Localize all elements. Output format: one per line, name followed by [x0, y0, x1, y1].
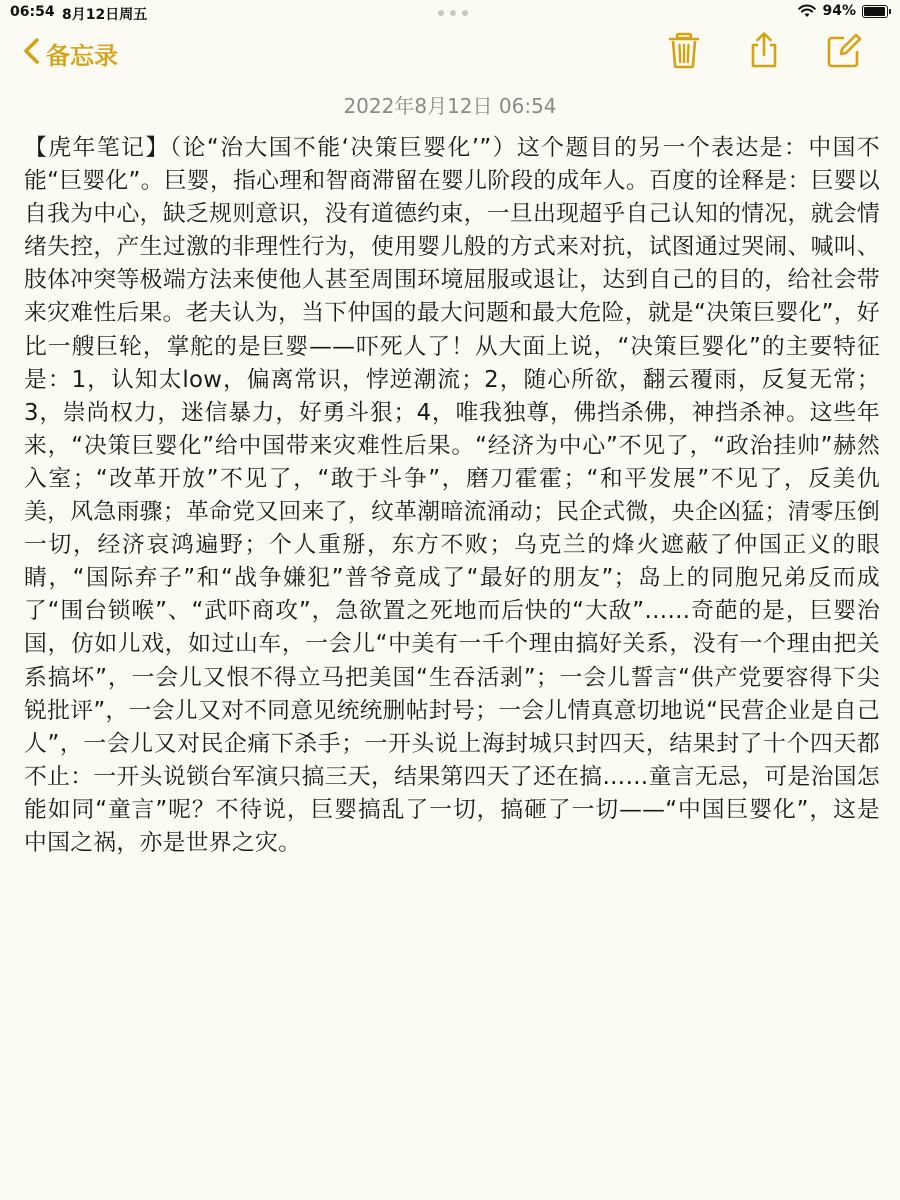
- back-button[interactable]: [22, 36, 118, 71]
- dot: [438, 10, 444, 16]
- battery-fill: [864, 7, 885, 16]
- chevron-left-icon: [22, 37, 40, 71]
- dot: [462, 10, 468, 16]
- multitasking-dots[interactable]: [438, 10, 468, 16]
- nav-actions: [664, 30, 864, 70]
- status-date: 8月12日周五: [62, 7, 148, 23]
- back-label: 备忘录: [46, 42, 118, 70]
- battery-percent: 94%: [822, 3, 856, 19]
- status-bar: [0, 0, 900, 26]
- note-body[interactable]: 【虎年笔记】（论“治大国不能‘决策巨婴化’”）这个题目的另一个表达是：中国不能“巨婴化”。巨婴，指心理和智商滞留在婴儿阶段的成年人。百度的诠释是：巨婴以自我为中心，缺乏规则意识，没有道德约束，一旦出现超乎自己认知的情况，就会情绪失控，产生过激的非理性行为，使用婴儿般的方式来对抗，试图通过哭闹、喊叫、肢体冲突等极端方法来使他人甚至周围环境屈服或退让，达到自己的目的，给社会带来灾难性后果。老夫认为，当下仲国的最大问题和最大危险，就是“决策巨婴化”，好比一艘巨轮，掌舵的是巨婴——吓死人了！从大面上说，“决策巨婴化”的主要特征是：1，认知太low，偏离常识，悖逆潮流；2，随心所欲，翻云覆雨，反复无常；3，崇尚权力，迷信暴力，好勇斗狠；4，唯我独尊，佛挡杀佛，神挡杀神。这些年来，“决策巨婴化”给中国带来灾难性后果。“经济为中心”不见了，“政治挂帅”赫然入室；“改革开放”不见了，“敢于斗争”，磨刀霍霍；“和平发展”不见了，反美仇美，风急雨骤；革命党又回来了，纹革潮暗流涌动；民企式微，央企凶猛；清零压倒一切，经济哀鸿遍野；个人重掰，东方不败；乌克兰的烽火遮蔽了仲国正义的眼睛，“国际弃子”和“战争嫌犯”普爷竟成了“最好的朋友”；岛上的同胞兄弟反而成了“围台锁喉”、“武吓商攻”，急欲置之死地而后快的“大敌”……奇葩的是，巨婴治国，仿如儿戏，如过山车，一会儿“中美有一千个理由搞好关系，没有一个理由把关系搞坏”，一会儿又恨不得立马把美国“生吞活剥”；一会儿誓言“供产党要容得下尖锐批评”，一会儿又对不同意见统统删帖封号；一会儿情真意切地说“民营企业是自己人”，一会儿又对民企痛下杀手；一开头说上海封城只封四天，结果封了十个四天都不止：一开头说锁台军演只搞三天，结果第四天了还在搞……童言无忌，可是治国怎能如同“童言”呢？不待说，巨婴搞乱了一切，搞砸了一切——“中国巨婴化”，这是中国之祸，亦是世界之灾。: [24, 135, 880, 856]
- status-right: [798, 3, 888, 19]
- trash-icon[interactable]: [664, 30, 704, 70]
- compose-icon[interactable]: [824, 30, 864, 70]
- note-timestamp: 2022年8月12日 06:54: [343, 94, 557, 118]
- nav-bar: [0, 30, 900, 80]
- wifi-icon: [798, 4, 816, 18]
- battery-icon: [862, 5, 888, 18]
- share-icon[interactable]: [744, 30, 784, 70]
- dot: [450, 10, 456, 16]
- status-time: 06:54: [10, 4, 55, 20]
